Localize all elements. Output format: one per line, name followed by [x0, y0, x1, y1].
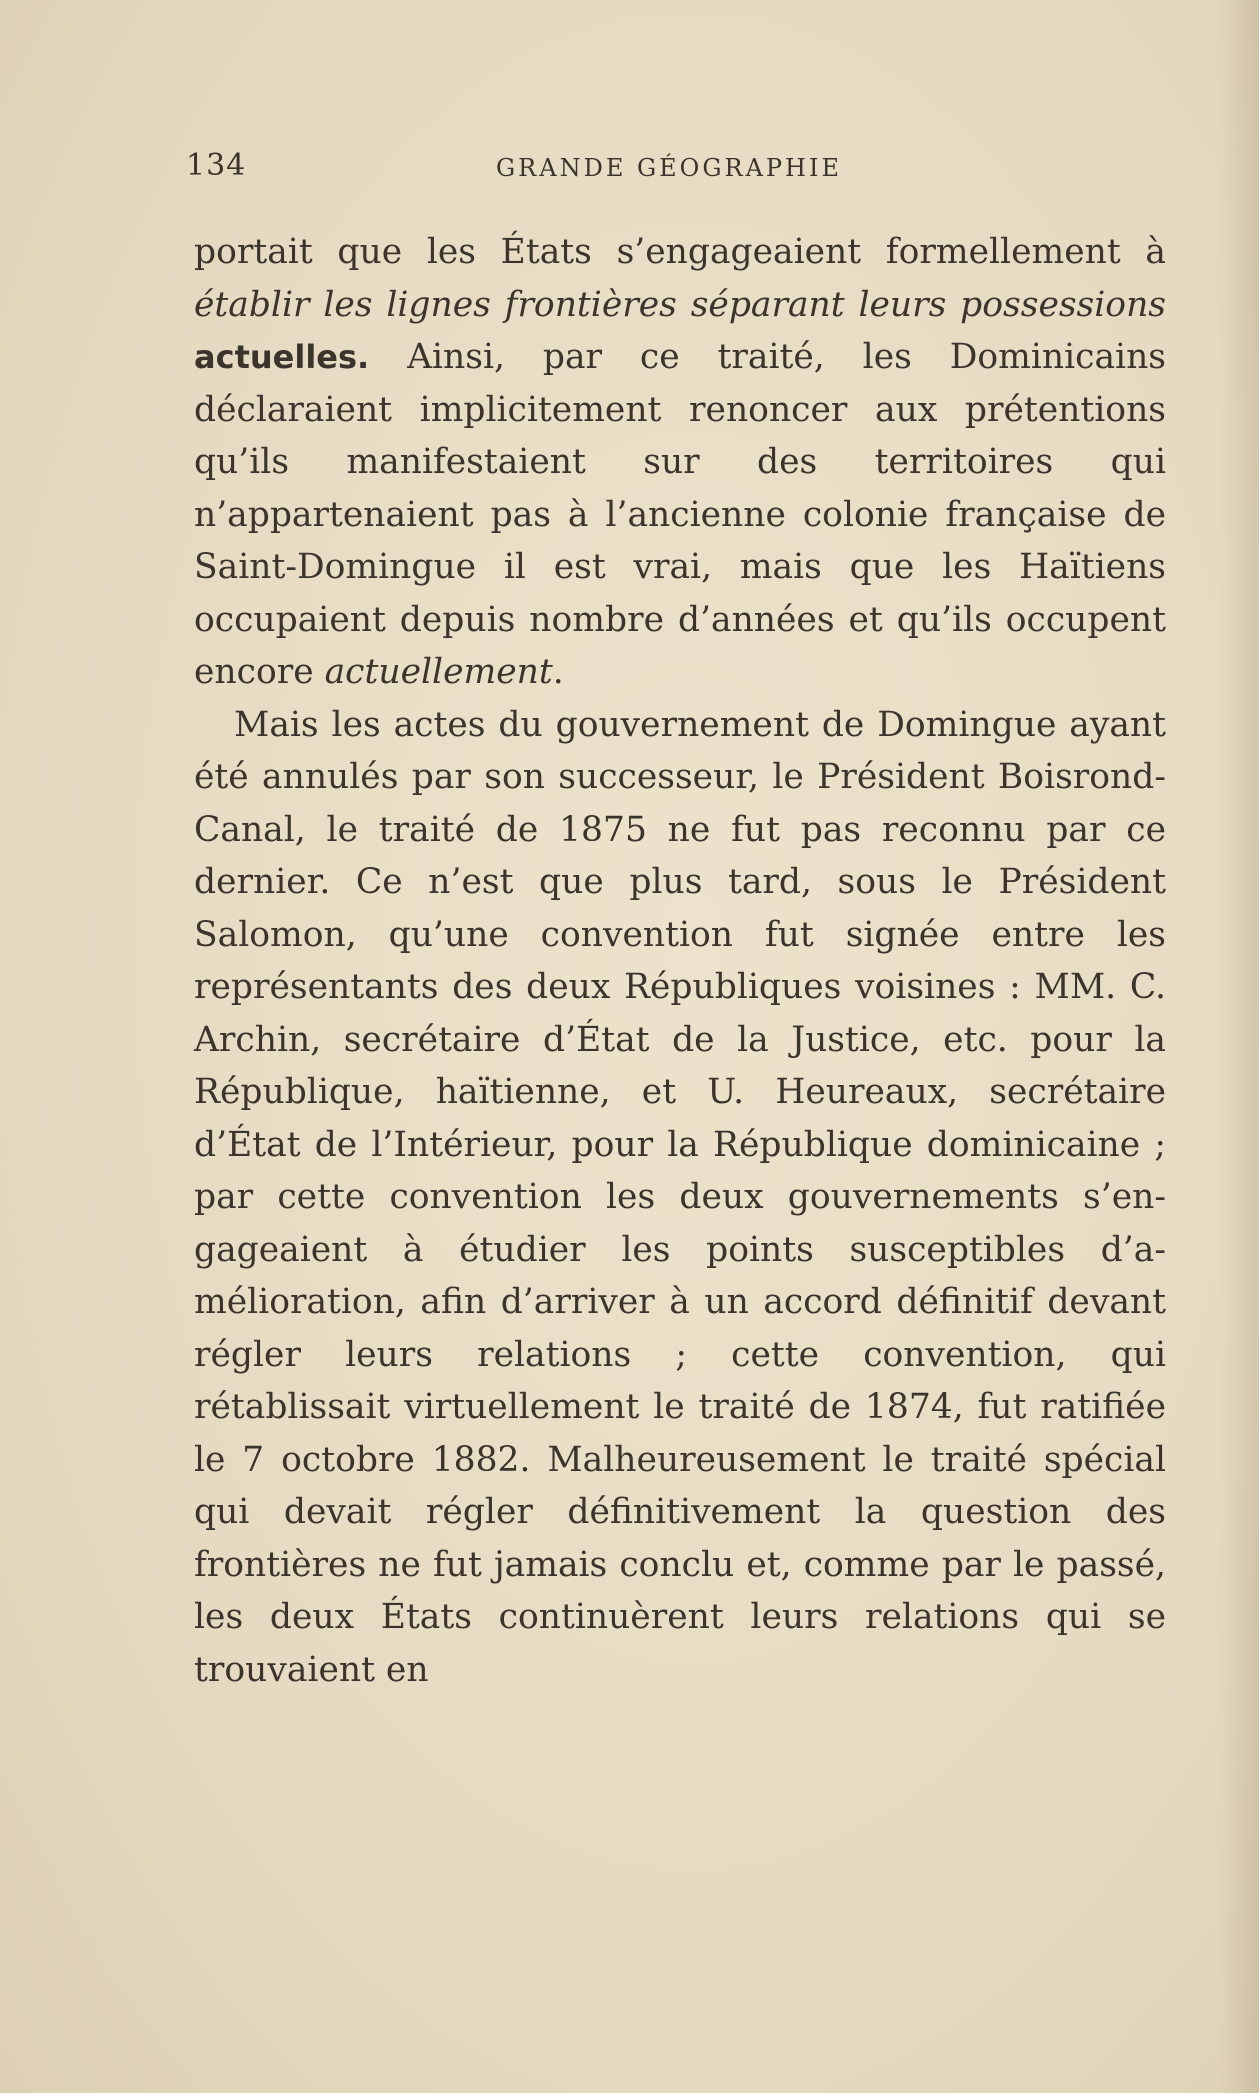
paragraph-1-lead: portait que les États s’engageaient formellement à [194, 232, 1166, 272]
paragraph-2: Mais les actes du gouvernement de Domingue ayant été annulés par son successeur, le Président Boisrond-Canal, le traité de 1875 ne fut pas reconnu par ce dernier. Ce n’est que plus tard, sous le Président Salomon, qu’une convention fut signée entre les représentants des deux Républiques voisines : MM. C. Archin, secrétaire d’État de la Justice, etc. pour la République, haïtienne, et U. Heureaux, secrétaire d’État de l’Intérieur, pour la République dominicaine ; par cette convention les deux gouvernements s’engageaient à étudier les points susceptibles d’amélioration, afin d’arriver à un accord définitif devant régler leurs relations ; cette convention, qui rétablissait virtuellement le traité de 1874, fut ratifiée le 7 octobre 1882. Malheureusement le traité spécial qui devait régler définitivement la question des frontières ne fut jamais conclu et, comme par le passé, les deux États continuèrent leurs relations qui se trouvaient en [194, 704, 1166, 1690]
body-text [194, 226, 1166, 1696]
paragraph-1-bold-word: actuelles. [194, 338, 370, 376]
paragraph-1-rest: Ainsi, par ce traité, les Dominicains déclaraient implicitement renoncer aux prétentions qu’ils manifestaient sur des territoires qui n’appartenaient pas à l’ancienne colonie française de Saint-Domingue il est vrai, mais que les Haïtiens occupaient depuis nombre d’années et qu’ils occupent encore [194, 337, 1166, 692]
paragraph-1 [194, 226, 1166, 699]
page-number: 134 [186, 148, 247, 183]
paragraph-1-italic-word: actuellement [324, 652, 553, 692]
page-header [186, 148, 1166, 198]
paragraph-1-end: . [552, 652, 564, 692]
paragraph-1-italic-quote: établir les lignes frontières séparant leurs possessions [194, 284, 1166, 325]
running-title: GRANDE GÉOGRAPHIE [496, 154, 842, 182]
page-edge-shadow [1219, 0, 1259, 2093]
